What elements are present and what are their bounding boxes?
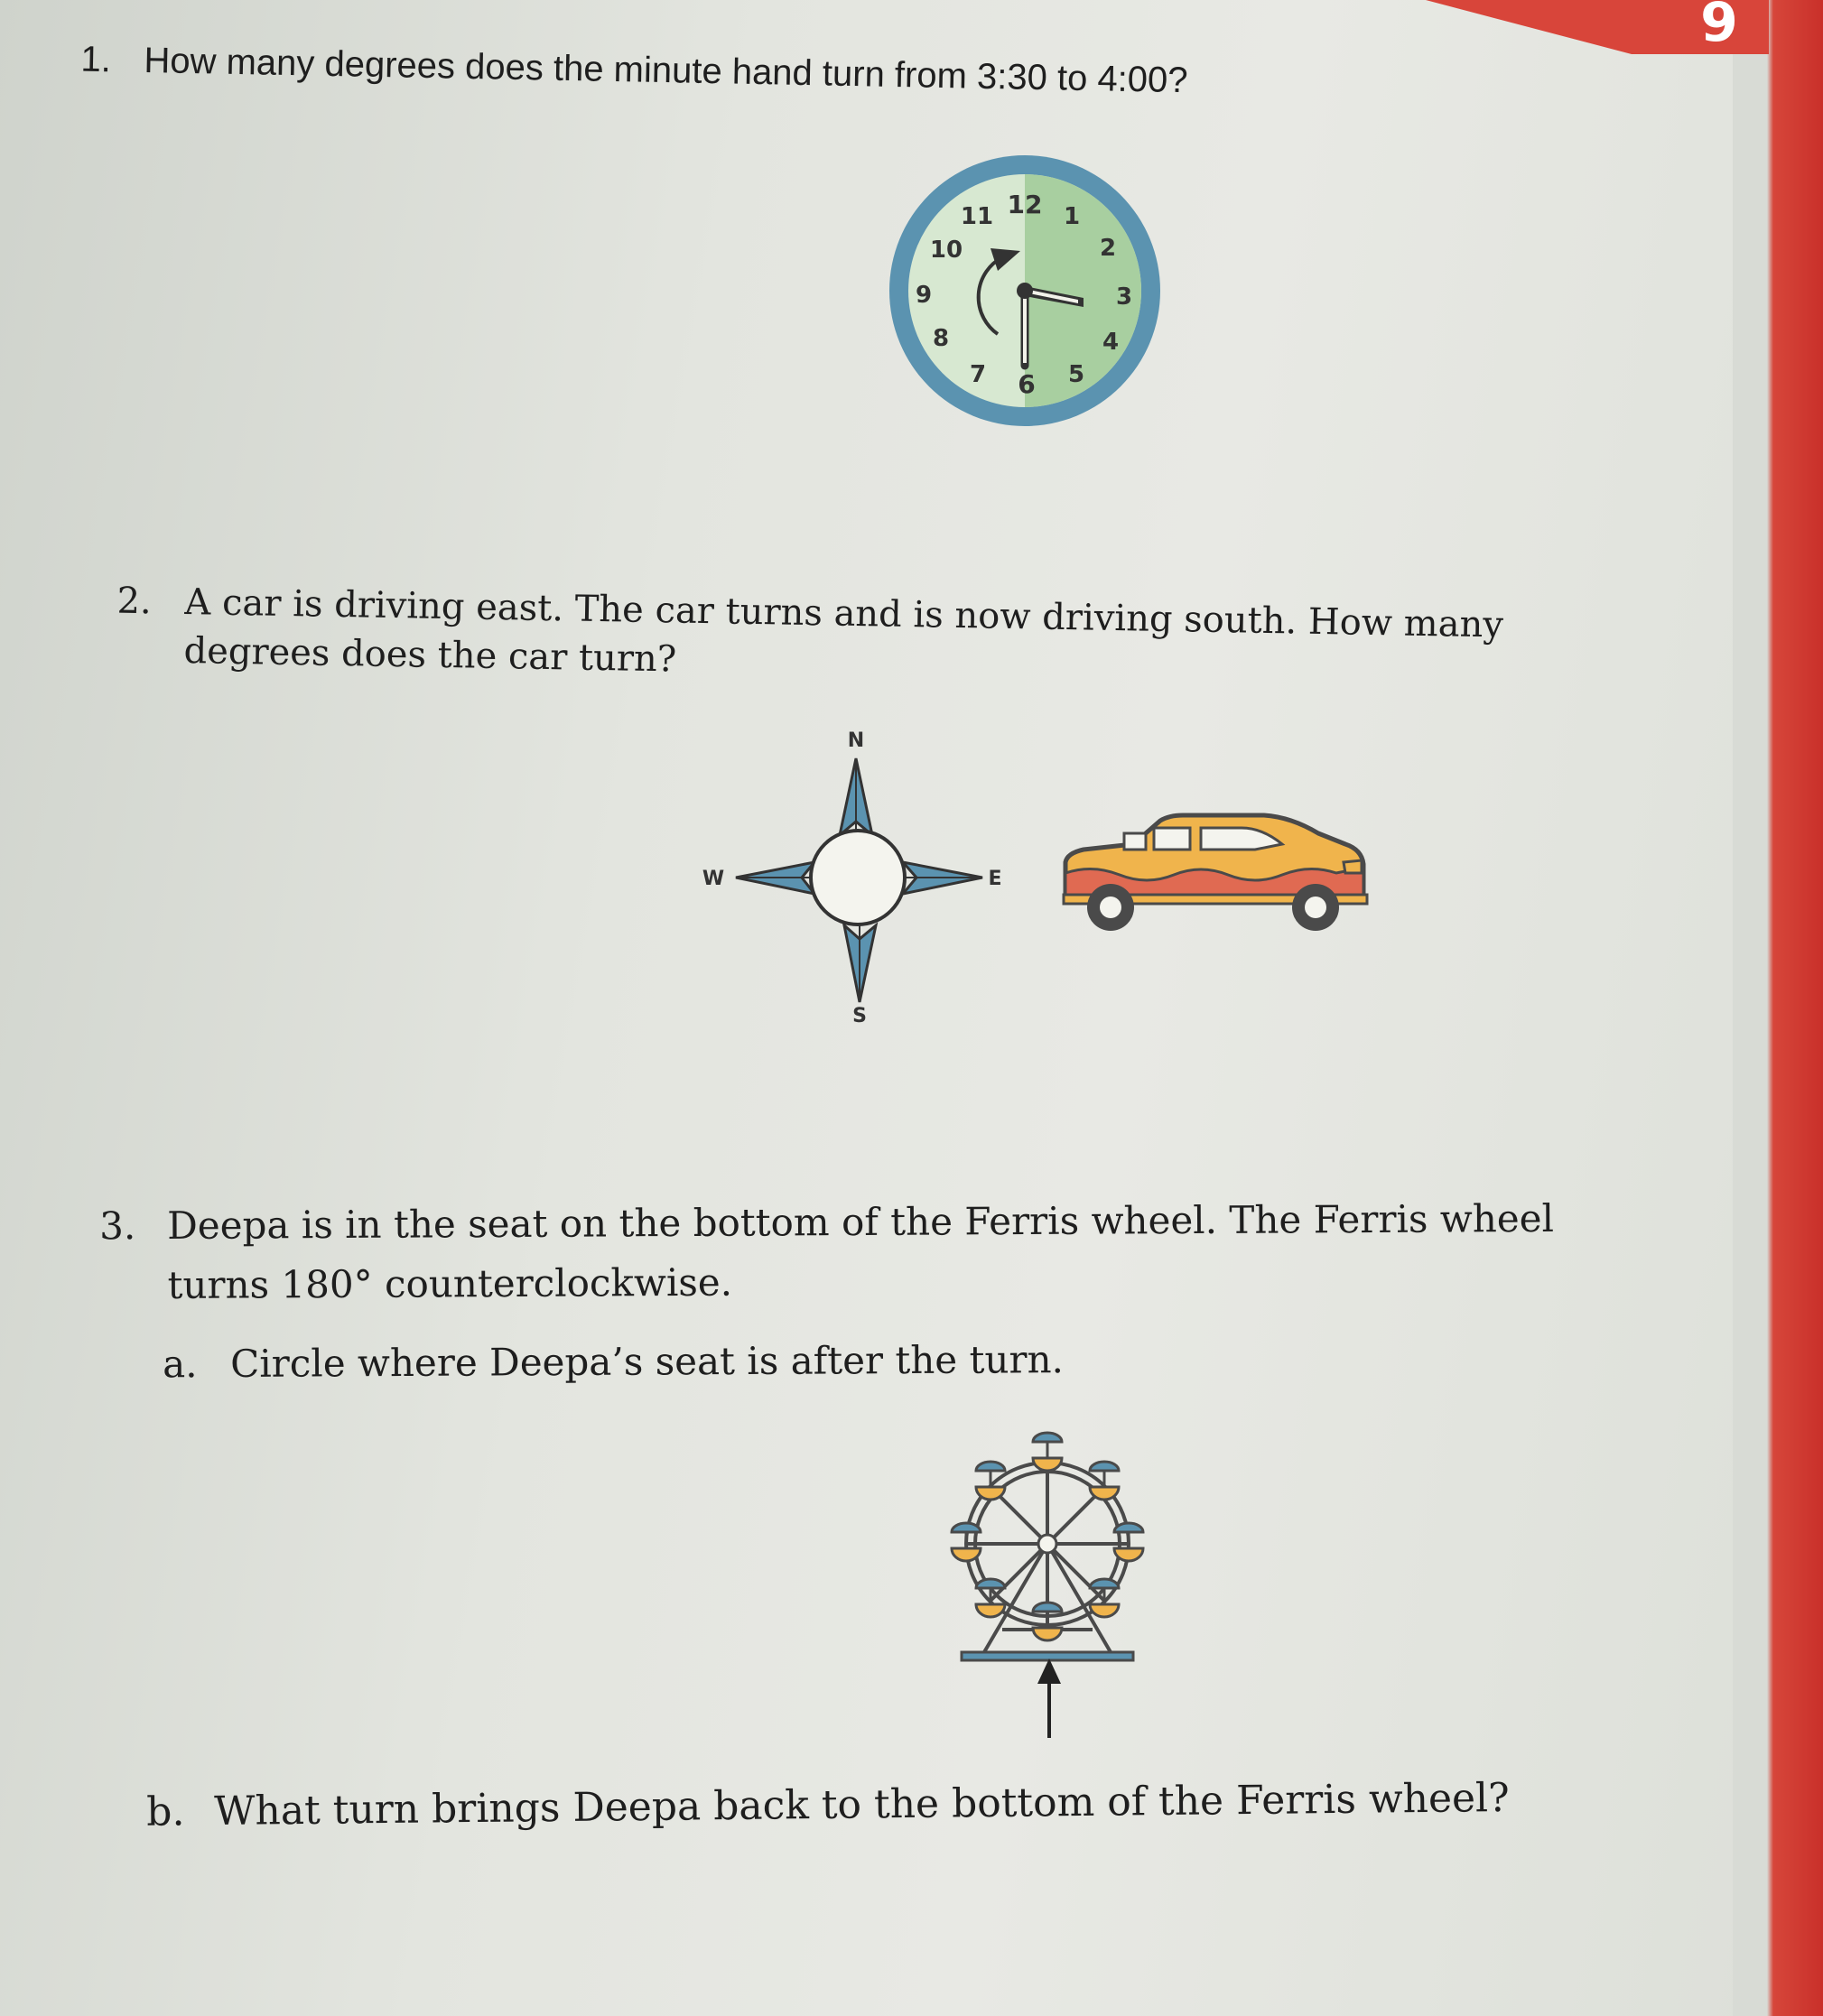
ferris-base (962, 1652, 1133, 1660)
clock-number-9: 9 (915, 282, 933, 309)
clock-number-4: 4 (1102, 329, 1120, 356)
clock-number-2: 2 (1099, 235, 1117, 262)
clock-number-11: 11 (960, 203, 994, 230)
ferris-seat-upper-right (1090, 1462, 1119, 1500)
car-icon (1056, 808, 1372, 943)
car-window-2 (1154, 828, 1190, 850)
part-letter: a. (163, 1342, 198, 1387)
question-2 (116, 578, 1612, 701)
page-number-badge (1665, 0, 1773, 63)
clock-number-10: 10 (929, 237, 963, 264)
ferris-hub (1038, 1535, 1056, 1553)
question-3 (99, 1189, 1558, 1315)
question-number: 2. (116, 580, 153, 623)
ferris-seat-bottom (1033, 1603, 1062, 1640)
clock-figure (885, 153, 1174, 433)
compass-label-n: N (847, 729, 865, 752)
compass-label-e: E (988, 868, 1002, 890)
clock-number-8: 8 (932, 325, 950, 352)
compass-label-s: S (852, 1005, 867, 1027)
question-text: Deepa is in the seat on the bottom of the Ferris wheel. The Ferris wheel turns 180° counterclockwise. (167, 1195, 1555, 1307)
question-1 (80, 36, 1188, 105)
arrow-up-icon (1037, 1658, 1061, 1738)
car-window-1 (1124, 833, 1146, 850)
compass-label-w: W (702, 868, 725, 890)
question-text: How many degrees does the minute hand turn from 3:30 to 4:00? (144, 40, 1188, 101)
clock-number-5: 5 (1067, 361, 1085, 388)
part-text: What turn brings Deepa back to the bottom of the Ferris wheel? (214, 1774, 1510, 1835)
question-3a (163, 1335, 1065, 1389)
question-text: A car is driving east. The car turns and is now driving south. How many degrees does the car turn? (183, 581, 1504, 681)
page-number: 9 (1700, 0, 1738, 54)
compass-figure (695, 722, 1029, 1038)
clock-number-3: 3 (1115, 283, 1133, 311)
ferris-seat-upper-left (976, 1462, 1005, 1500)
part-text: Circle where Deepa’s seat is after the turn. (230, 1337, 1065, 1386)
clock-number-12: 12 (1007, 190, 1043, 219)
ferris-seat-top (1033, 1433, 1062, 1471)
part-letter: b. (146, 1788, 185, 1835)
clock-number-7: 7 (969, 361, 987, 388)
clock-number-1: 1 (1063, 203, 1081, 230)
compass-center (811, 831, 905, 924)
ferris-wheel-figure (948, 1422, 1147, 1742)
question-number: 1. (80, 39, 112, 80)
clock-center (1017, 283, 1033, 299)
question-3b (146, 1774, 1510, 1836)
book-edge-band (1733, 0, 1823, 2016)
car-headlight (1344, 860, 1362, 873)
clock-number-6: 6 (1018, 369, 1036, 399)
question-number: 3. (99, 1203, 136, 1249)
